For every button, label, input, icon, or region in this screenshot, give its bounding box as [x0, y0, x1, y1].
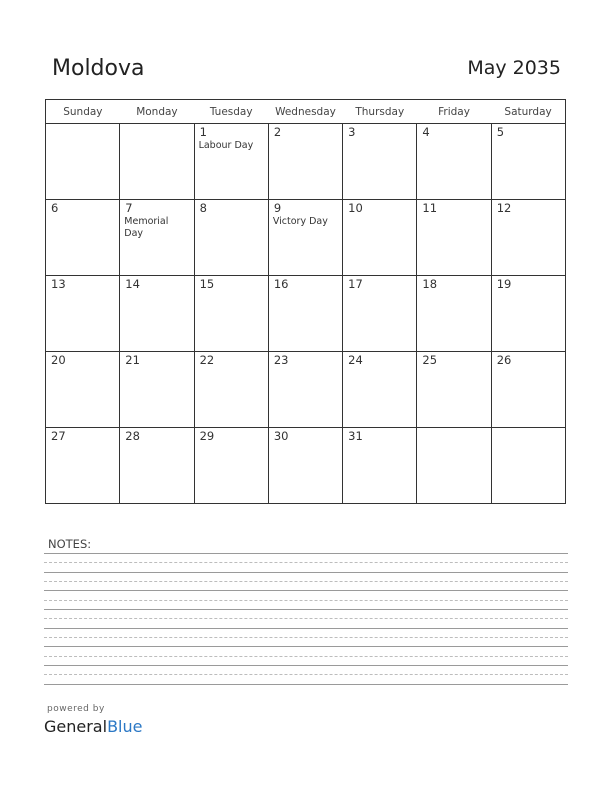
holiday-label: Labour Day	[198, 140, 254, 151]
day-cell	[120, 200, 194, 276]
day-cell	[491, 276, 565, 352]
notes-line	[44, 581, 568, 582]
day-number: 22	[199, 353, 215, 367]
day-number: 25	[422, 353, 438, 367]
day-cell	[491, 352, 565, 428]
day-cell	[417, 276, 491, 352]
day-number: 28	[125, 429, 140, 443]
day-number: 30	[273, 429, 289, 443]
day-cell	[417, 428, 491, 504]
day-number: 19	[496, 277, 512, 291]
holiday-label: Victory Day	[272, 216, 328, 227]
day-number: 27	[51, 429, 66, 443]
day-cell	[343, 276, 417, 352]
day-number: 3	[348, 125, 356, 139]
day-cell	[194, 276, 268, 352]
week-row	[46, 124, 566, 200]
day-cell	[417, 352, 491, 428]
day-cell	[194, 428, 268, 504]
notes-line	[44, 656, 568, 657]
day-cell	[491, 428, 565, 504]
day-cell	[268, 428, 342, 504]
day-number: 6	[51, 201, 59, 215]
generalblue-logo[interactable]	[44, 717, 142, 736]
day-number: 26	[496, 353, 512, 367]
country-title: Moldova	[52, 56, 145, 81]
day-cell	[343, 352, 417, 428]
day-cell	[194, 200, 268, 276]
day-number: 21	[125, 353, 140, 367]
week-row	[46, 276, 566, 352]
day-cell	[120, 124, 194, 200]
day-number: 29	[199, 429, 215, 443]
day-cell	[120, 276, 194, 352]
day-cell	[46, 352, 120, 428]
day-cell	[343, 428, 417, 504]
day-number: 12	[496, 201, 512, 215]
day-cell	[491, 124, 565, 200]
day-number: 18	[422, 277, 438, 291]
notes-line	[44, 590, 568, 591]
notes-line	[44, 628, 568, 629]
day-number: 14	[125, 277, 140, 291]
day-cell	[268, 200, 342, 276]
day-number: 5	[496, 125, 505, 139]
week-row	[46, 428, 566, 504]
notes-line	[44, 600, 568, 601]
notes-line	[44, 553, 568, 554]
day-number: 1	[199, 125, 207, 139]
notes-line	[44, 674, 568, 675]
day-cell	[194, 124, 268, 200]
day-number: 10	[348, 201, 363, 215]
notes-label: NOTES:	[48, 537, 92, 551]
weekday-header: Wednesday	[268, 100, 342, 124]
day-cell	[343, 200, 417, 276]
day-number: 9	[273, 201, 282, 215]
week-row	[46, 200, 566, 276]
weekday-header: Monday	[120, 100, 194, 124]
day-cell	[417, 200, 491, 276]
brand-blue-text: Blue	[107, 717, 143, 736]
day-cell	[46, 200, 120, 276]
holiday-label: Memorial Day	[124, 216, 169, 239]
day-number: 31	[348, 429, 363, 443]
day-cell	[417, 124, 491, 200]
week-row	[46, 352, 566, 428]
weekday-header-row	[46, 100, 566, 124]
notes-line	[44, 646, 568, 647]
day-number: 11	[422, 201, 438, 215]
day-number: 4	[422, 125, 430, 139]
weekday-header: Saturday	[491, 100, 565, 124]
day-number: 2	[273, 125, 282, 139]
notes-line	[44, 562, 568, 563]
notes-line	[44, 572, 568, 573]
day-cell	[46, 276, 120, 352]
notes-line	[44, 684, 568, 685]
day-number: 15	[199, 277, 215, 291]
powered-by-text: powered by	[47, 704, 105, 714]
day-cell	[46, 124, 120, 200]
notes-line	[44, 637, 568, 638]
day-cell	[268, 276, 342, 352]
day-number: 23	[273, 353, 289, 367]
day-cell	[194, 352, 268, 428]
day-number: 24	[348, 353, 363, 367]
day-number: 16	[273, 277, 289, 291]
day-cell	[268, 124, 342, 200]
day-number: 7	[125, 201, 133, 215]
month-year-title: May 2035	[467, 57, 561, 79]
weekday-header: Thursday	[343, 100, 417, 124]
day-cell	[46, 428, 120, 504]
calendar-grid	[45, 99, 566, 504]
day-cell	[120, 352, 194, 428]
day-number: 17	[348, 277, 363, 291]
day-number: 13	[51, 277, 66, 291]
weekday-header: Friday	[417, 100, 491, 124]
day-cell	[491, 200, 565, 276]
weekday-header: Sunday	[46, 100, 120, 124]
weekday-header: Tuesday	[194, 100, 268, 124]
day-cell	[120, 428, 194, 504]
notes-line	[44, 665, 568, 666]
day-number: 20	[51, 353, 66, 367]
day-cell	[343, 124, 417, 200]
notes-line	[44, 609, 568, 610]
day-number: 8	[199, 201, 207, 215]
brand-general-text: General	[44, 717, 108, 736]
day-cell	[268, 352, 342, 428]
notes-line	[44, 618, 568, 619]
